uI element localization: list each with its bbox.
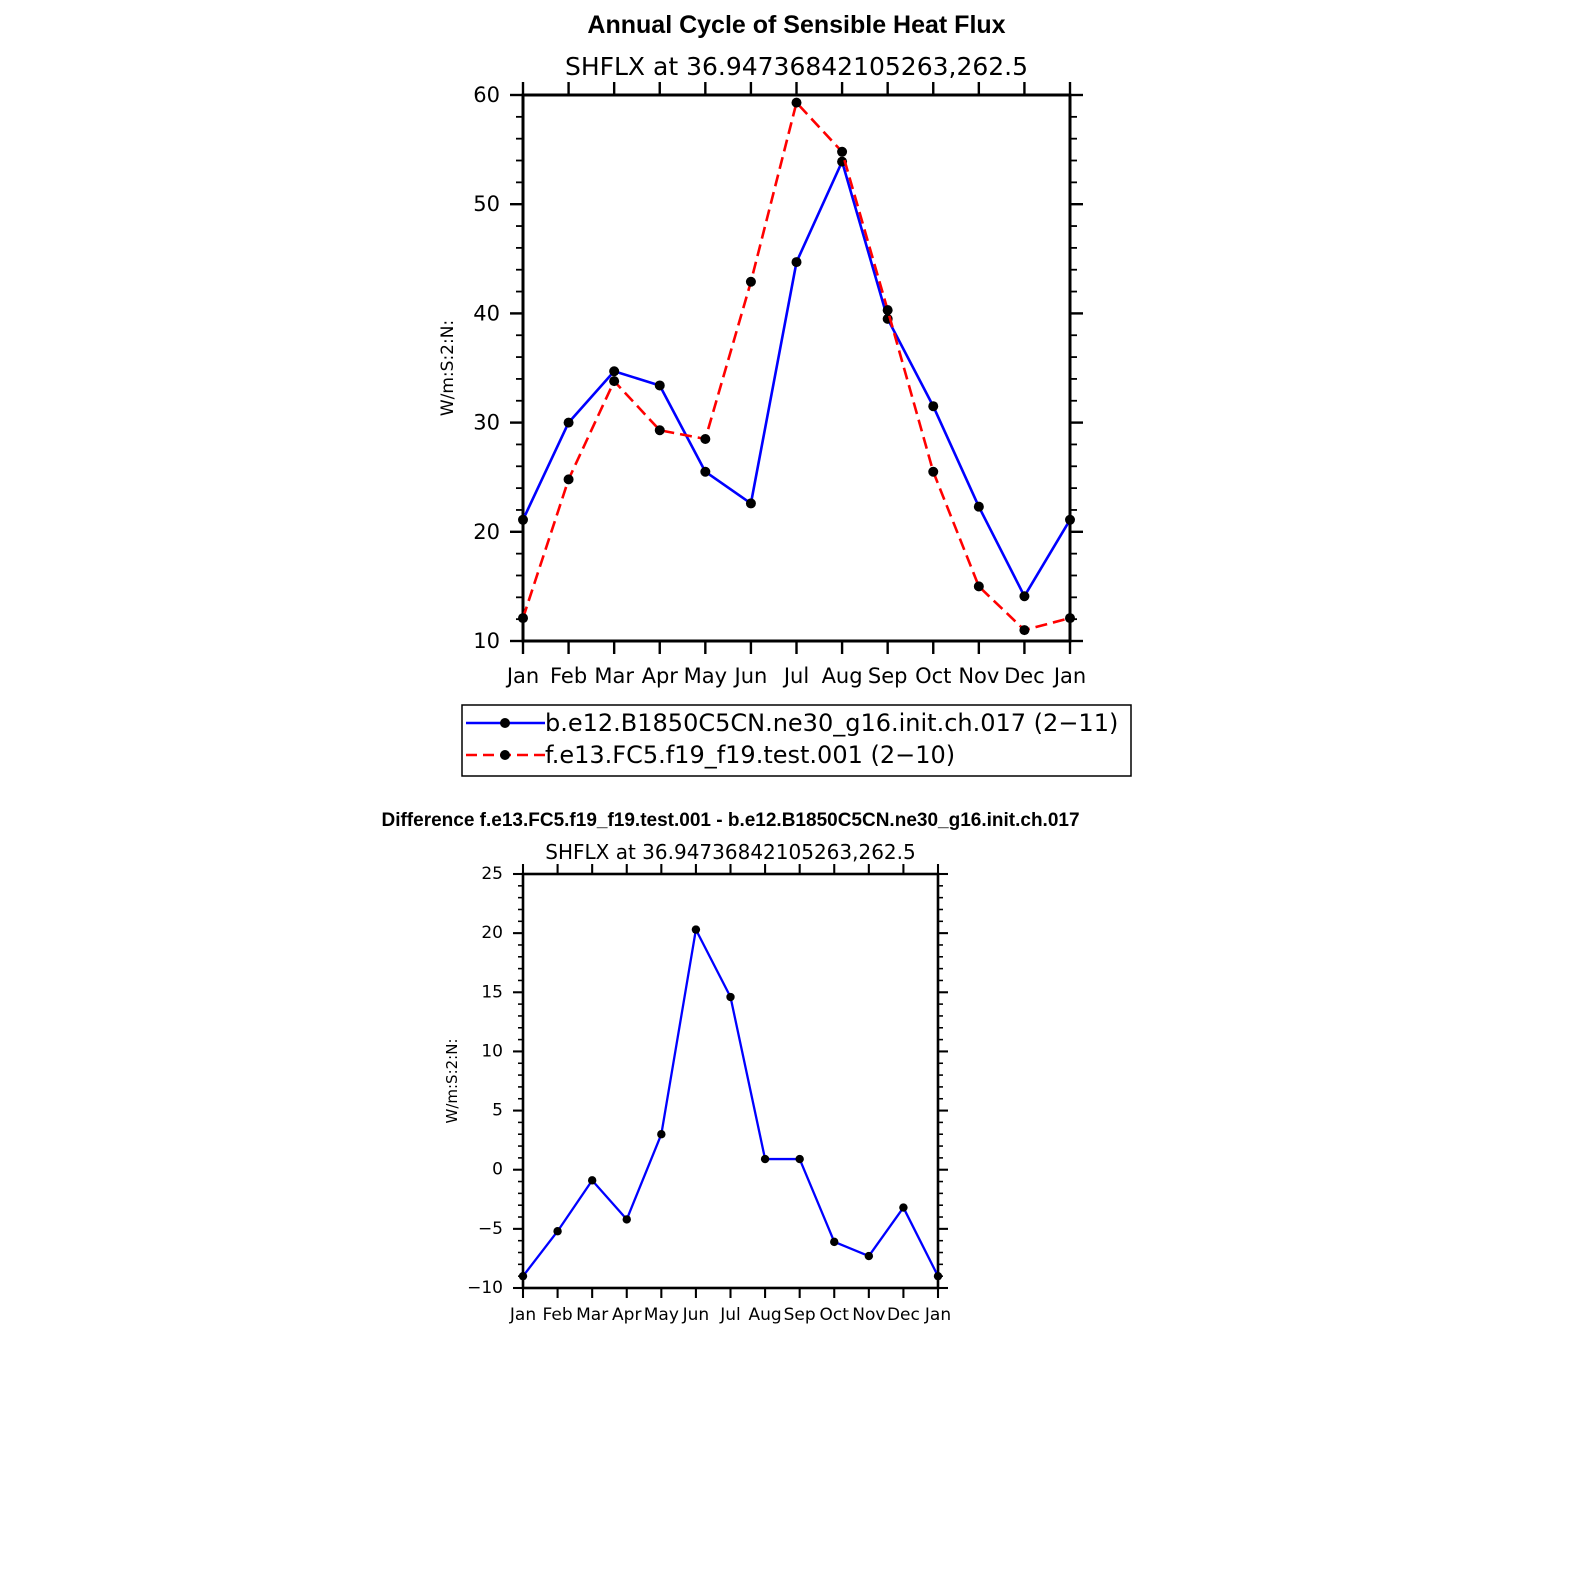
- x-tick-label: Sep: [783, 1305, 816, 1325]
- x-tick-label: Mar: [576, 1305, 609, 1325]
- data-point: [1019, 591, 1029, 601]
- x-tick-label: Aug: [748, 1305, 782, 1325]
- plot-area: [473, 82, 1086, 688]
- x-tick-label: Dec: [886, 1305, 920, 1325]
- data-point: [726, 993, 734, 1001]
- chart-subtitle: SHFLX at 36.94736842105263,262.5: [564, 52, 1029, 81]
- chart-subtitle: SHFLX at 36.94736842105263,262.5: [545, 840, 916, 864]
- data-point: [830, 1238, 838, 1246]
- legend-entry: [466, 741, 955, 769]
- x-tick-label: Mar: [594, 664, 634, 688]
- y-tick-label: 0: [492, 1159, 503, 1180]
- x-tick-label: Apr: [612, 1305, 642, 1325]
- data-point: [609, 366, 619, 376]
- y-tick-label: −5: [477, 1218, 503, 1239]
- series-line-1: [523, 103, 1070, 630]
- x-tick-label: Apr: [641, 664, 678, 688]
- data-point: [519, 1272, 527, 1280]
- data-point: [928, 467, 938, 477]
- legend-label: b.e12.B1850C5CN.ne30_g16.init.ch.017 (2−11): [545, 709, 1119, 737]
- data-point: [865, 1252, 873, 1260]
- data-point: [792, 257, 802, 267]
- data-point: [928, 401, 938, 411]
- plot-frame: [523, 95, 1070, 641]
- y-tick-label: 30: [473, 410, 500, 435]
- x-tick-label: May: [683, 664, 728, 688]
- y-tick-label: 40: [473, 301, 500, 326]
- data-point: [899, 1203, 907, 1211]
- data-point: [974, 581, 984, 591]
- data-point: [761, 1155, 769, 1163]
- data-point: [700, 467, 710, 477]
- x-tick-label: Oct: [915, 664, 952, 688]
- y-tick-label: 10: [481, 1041, 503, 1062]
- data-point: [700, 434, 710, 444]
- x-tick-label: Jan: [506, 664, 540, 688]
- data-point: [837, 147, 847, 157]
- legend-marker: [500, 750, 510, 760]
- data-point: [609, 376, 619, 386]
- x-tick-label: Jan: [509, 1305, 537, 1325]
- y-tick-label: 20: [481, 923, 503, 944]
- chart-difference: [381, 810, 1079, 1325]
- y-tick-label: 50: [473, 192, 500, 217]
- y-axis-label: W/m:S:2:N:: [438, 319, 458, 417]
- x-tick-label: Nov: [958, 664, 1000, 688]
- legend-marker: [500, 718, 510, 728]
- y-tick-label: 25: [481, 864, 503, 884]
- data-point: [518, 515, 528, 525]
- x-tick-label: Feb: [542, 1305, 573, 1325]
- data-point: [792, 98, 802, 108]
- x-tick-label: Jun: [734, 664, 768, 688]
- y-tick-label: −10: [467, 1278, 503, 1298]
- series-line-0: [523, 162, 1070, 597]
- data-point: [655, 425, 665, 435]
- x-tick-label: Jul: [720, 1305, 741, 1325]
- data-point: [1019, 625, 1029, 635]
- data-point: [518, 613, 528, 623]
- data-point: [1065, 515, 1075, 525]
- chart-annual-cycle: [438, 11, 1131, 776]
- data-point: [564, 474, 574, 484]
- data-point: [692, 925, 700, 933]
- legend-entry: [466, 709, 1118, 737]
- x-tick-label: Jul: [783, 664, 810, 688]
- data-point: [1065, 613, 1075, 623]
- x-tick-label: Jun: [682, 1305, 710, 1325]
- data-point: [623, 1215, 631, 1223]
- chart-title: Difference f.e13.FC5.f19_f19.test.001 - b.e12.B1850C5CN.ne30_g16.init.ch.017: [381, 810, 1080, 831]
- plot-frame: [523, 874, 938, 1288]
- data-point: [564, 418, 574, 428]
- x-tick-label: Jan: [1053, 664, 1087, 688]
- x-tick-label: Aug: [821, 664, 863, 688]
- plot-area: [467, 864, 951, 1325]
- series-line-0: [523, 930, 938, 1277]
- x-tick-label: Nov: [852, 1305, 886, 1325]
- data-point: [588, 1176, 596, 1184]
- data-point: [795, 1155, 803, 1163]
- data-point: [655, 380, 665, 390]
- y-tick-label: 5: [492, 1100, 503, 1121]
- data-point: [883, 305, 893, 315]
- data-point: [746, 498, 756, 508]
- y-tick-label: 10: [473, 629, 500, 653]
- y-tick-label: 15: [481, 982, 503, 1003]
- x-tick-label: Dec: [1004, 664, 1045, 688]
- x-tick-label: Feb: [549, 664, 588, 688]
- data-point: [746, 277, 756, 287]
- data-point: [934, 1272, 942, 1280]
- chart-title: Annual Cycle of Sensible Heat Flux: [587, 11, 1006, 39]
- y-tick-label: 20: [473, 519, 500, 544]
- legend: [462, 705, 1131, 776]
- y-tick-label: 60: [473, 83, 500, 107]
- x-tick-label: Oct: [819, 1305, 849, 1325]
- data-point: [553, 1227, 561, 1235]
- x-tick-label: May: [643, 1305, 679, 1325]
- data-point: [657, 1130, 665, 1138]
- x-tick-label: Sep: [867, 664, 908, 688]
- y-axis-label: W/m:S:2:N:: [443, 1038, 461, 1124]
- data-point: [974, 502, 984, 512]
- x-tick-label: Jan: [924, 1305, 952, 1325]
- legend-label: f.e13.FC5.f19_f19.test.001 (2−10): [545, 741, 956, 769]
